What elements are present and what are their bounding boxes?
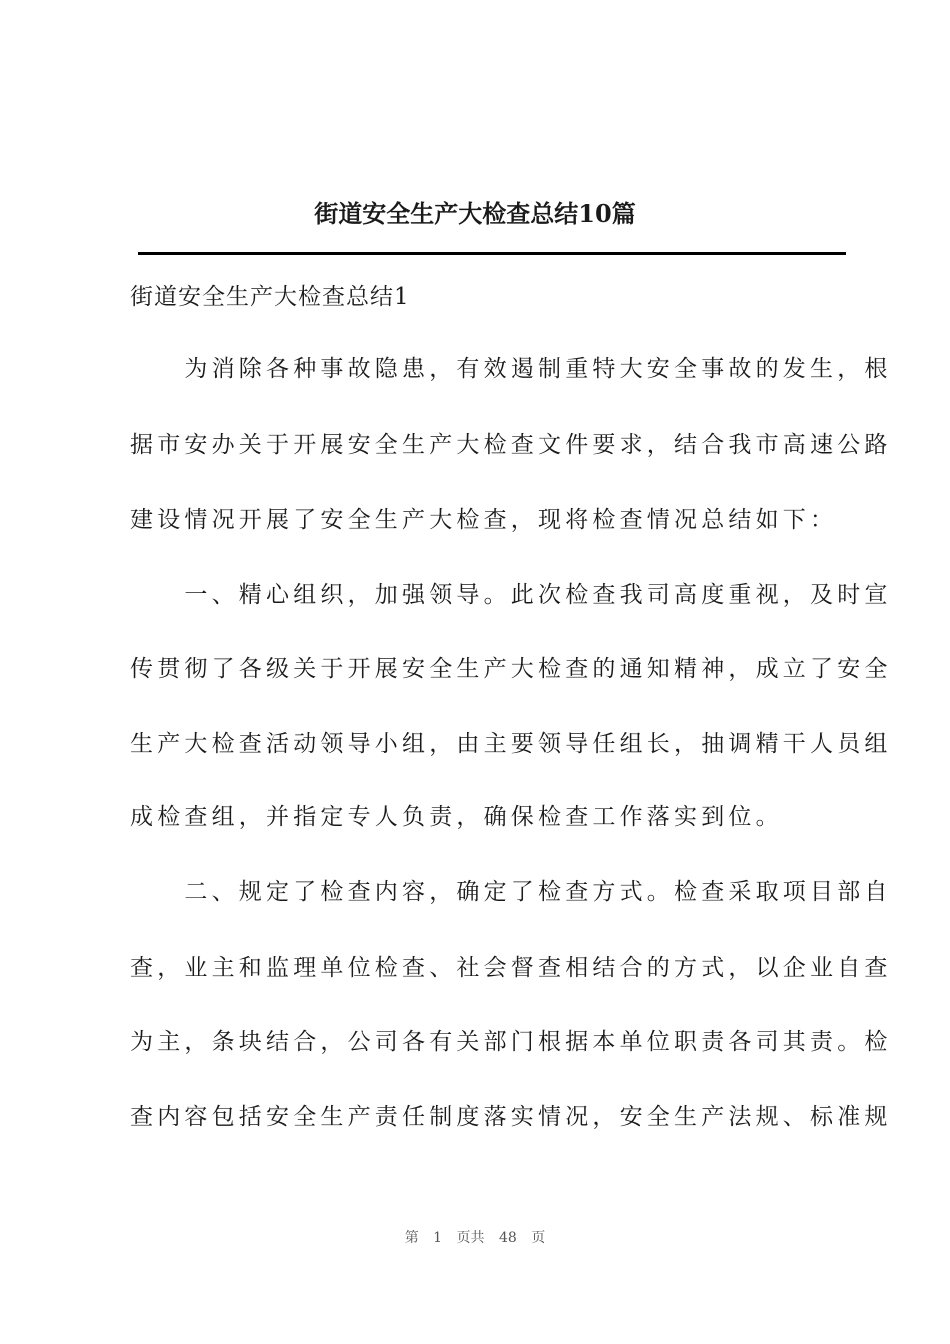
paragraph-line: 为消除各种事故隐患，有效遏制重特大安全事故的发生，根: [130, 356, 892, 382]
paragraph-line: 二、规定了检查内容，确定了检查方式。检查采取项目部自: [130, 879, 892, 905]
paragraph-line: 建设情况开展了安全生产大检查，现将检查情况总结如下：: [130, 507, 838, 533]
paragraph-line: 查，业主和监理单位检查、社会督查相结合的方式，以企业自查: [130, 955, 892, 981]
title-divider: [138, 252, 846, 255]
paragraph-line: 一、精心组织，加强领导。此次检查我司高度重视，及时宣: [130, 582, 892, 608]
page-title: 街道安全生产大检查总结10篇: [314, 199, 636, 228]
paragraph-line: 据市安办关于开展安全生产大检查文件要求，结合我市高速公路: [130, 432, 892, 458]
paragraph-line: 查内容包括安全生产责任制度落实情况，安全生产法规、标准规: [130, 1104, 892, 1130]
page-footer: 第 1 页共 48 页: [404, 1230, 546, 1246]
paragraph-line: 生产大检查活动领导小组，由主要领导任组长，抽调精干人员组: [130, 731, 892, 757]
paragraph-line: 传贯彻了各级关于开展安全生产大检查的通知精神，成立了安全: [130, 656, 892, 682]
section-heading: 街道安全生产大检查总结1: [130, 284, 410, 310]
paragraph-line: 成检查组，并指定专人负责，确保检查工作落实到位。: [130, 804, 783, 830]
paragraph-line: 为主，条块结合，公司各有关部门根据本单位职责各司其责。检: [130, 1029, 892, 1055]
